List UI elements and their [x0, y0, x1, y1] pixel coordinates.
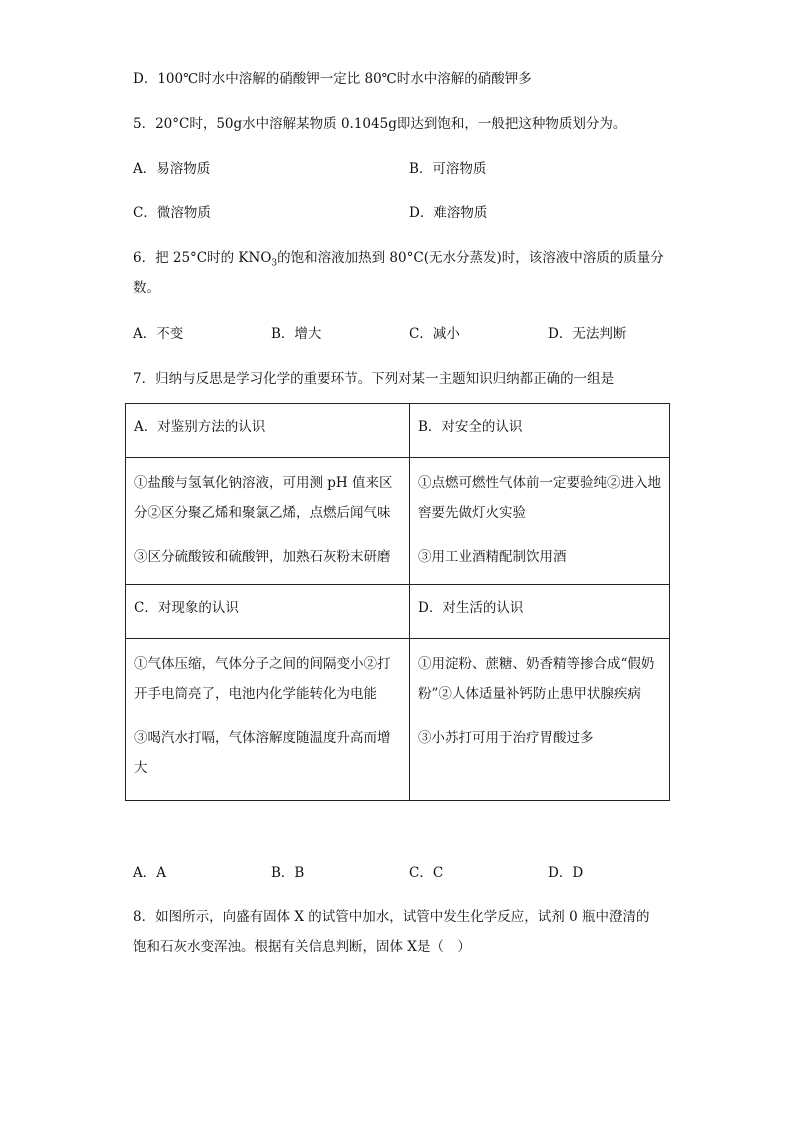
- table-cell-c-header: C．对现象的认识: [126, 585, 410, 639]
- table-cell-b-header: B．对安全的认识: [410, 404, 670, 458]
- question-5-stem: 5．20°C时，50g水中溶解某物质 0.1045g即达到饱和，一般把这种物质划分为。: [133, 116, 627, 132]
- question-7-stem: 7．归纳与反思是学习化学的重要环节。下列对某一主题知识归纳都正确的一组是: [133, 371, 615, 387]
- question-8-stem-line-2: 饱和石灰水变浑浊。根据有关信息判断，固体 X是（ ）: [133, 939, 471, 955]
- question-7-table: [125, 403, 670, 801]
- table-cell-a-header: A．对鉴别方法的认识: [126, 404, 410, 458]
- question-6-option-b: B．增大: [271, 326, 322, 342]
- table-cell-d-header: D．对生活的认识: [410, 585, 670, 639]
- question-5-option-c: C．微溶物质: [133, 205, 211, 221]
- question-6-option-d: D．无法判断: [548, 326, 627, 342]
- question-6-option-a: A．不变: [133, 326, 184, 342]
- table-cell-b-body: ①点燃可燃性气体前一定要验纯②进入地窖要先做灯火实验 ③用工业酒精配制饮用酒: [410, 458, 670, 585]
- question-6-option-c: C．减小: [409, 326, 460, 342]
- question-7-option-d: D．D: [548, 865, 584, 881]
- question-5-option-d: D．难溶物质: [409, 205, 488, 221]
- table-cell-d-body: ①用淀粉、蔗糖、奶香精等掺合成“假奶粉”②人体适量补钙防止患甲状腺疾病 ③小苏打可用于治疗胃酸过多: [410, 639, 670, 801]
- table-cell-c-body: ①气体压缩，气体分子之间的间隔变小②打开手电筒亮了，电池内化学能转化为电能 ③喝汽水打嗝，气体溶解度随温度升高而增大: [126, 639, 410, 801]
- question-8-stem: 8．如图所示，向盛有固体 X 的试管中加水，试管中发生化学反应，试剂 0 瓶中澄清的: [133, 909, 650, 925]
- question-4-option-d: D．100℃时水中溶解的硝酸钾一定比 80℃时水中溶解的硝酸钾多: [133, 71, 532, 87]
- question-7-option-b: B．B: [271, 865, 305, 881]
- question-6-stem-line-2: 数。: [133, 280, 160, 296]
- question-6-stem: 6．把 25°C时的 $KNO_3$的饱和溶液加热到 80°C(无水分蒸发)时，该溶液中溶质的质量分: [133, 250, 664, 269]
- question-5-option-b: B．可溶物质: [409, 161, 487, 177]
- table-cell-a-body: ①盐酸与氢氧化钠溶液，可用测 pH 值来区分②区分聚乙烯和聚氯乙烯，点燃后闻气味 ③区分硫酸铵和硫酸钾，加熟石灰粉末研磨: [126, 458, 410, 585]
- question-7-option-c: C．C: [409, 865, 444, 881]
- question-5-option-a: A．易溶物质: [133, 161, 211, 177]
- question-7-option-a: A．A: [133, 865, 166, 881]
